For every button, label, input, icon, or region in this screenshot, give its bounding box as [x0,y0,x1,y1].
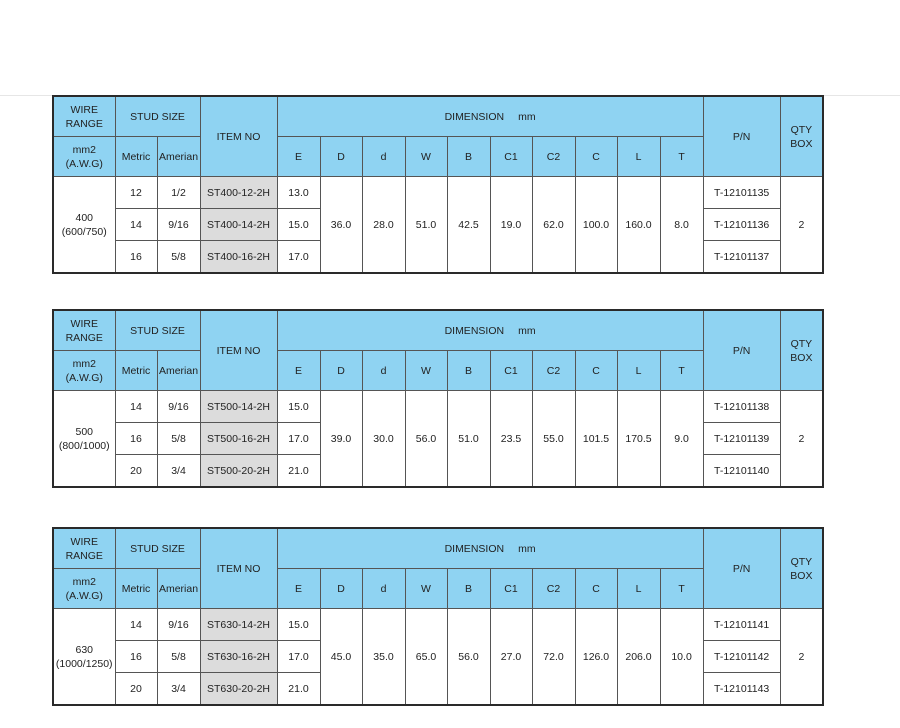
american-cell: 5/8 [157,641,200,673]
dimension-header [277,310,703,351]
dim-E-cell: 15.0 [277,209,320,241]
dim-header-B: B [447,569,490,609]
wire-unit-header: mm2 (A.W.G) [53,351,115,391]
dim-W-cell: 56.0 [405,391,447,488]
item-no-cell: ST400-14-2H [200,209,277,241]
dim-E-cell: 15.0 [277,609,320,641]
stud-size-header: STUD SIZE [115,96,200,137]
dim-header-E: E [277,137,320,177]
stud-size-header: STUD SIZE [115,528,200,569]
dim-C2-cell: 55.0 [532,391,575,488]
awg-value: (1000/1250) [55,657,113,670]
pn-cell: T-12101137 [703,241,780,274]
wire-range-cell [53,391,115,488]
metric-cell: 16 [115,641,157,673]
dim-header-D: D [320,137,362,177]
american-cell: 1/2 [157,177,200,209]
dim-header-C2: C2 [532,569,575,609]
american-header: Amerian [157,351,200,391]
dim-T-cell: 10.0 [660,609,703,706]
metric-cell: 20 [115,673,157,706]
metric-cell: 16 [115,423,157,455]
metric-cell: 14 [115,209,157,241]
dimension-label: DIMENSION [444,542,505,555]
dim-C1-cell: 19.0 [490,177,532,274]
dim-header-B: B [447,137,490,177]
dim-E-cell: 21.0 [277,455,320,488]
qty-box-cell: 2 [780,609,823,706]
dim-header-B: B [447,351,490,391]
pn-cell: T-12101143 [703,673,780,706]
wire-range-header: WIRE RANGE [53,310,115,351]
pn-cell: T-12101135 [703,177,780,209]
dim-header-d: d [362,137,405,177]
stud-size-header: STUD SIZE [115,310,200,351]
metric-cell: 14 [115,609,157,641]
metric-cell: 16 [115,241,157,274]
metric-header: Metric [115,137,157,177]
american-cell: 3/4 [157,455,200,488]
dim-L-cell: 206.0 [617,609,660,706]
qty-box-header: QTY BOX [780,310,823,391]
american-cell: 5/8 [157,241,200,274]
dim-header-d: d [362,569,405,609]
qty-box-header: QTY BOX [780,528,823,609]
dim-d-cell: 30.0 [362,391,405,488]
table-row [53,177,823,209]
dim-D-cell: 36.0 [320,177,362,274]
metric-header: Metric [115,351,157,391]
metric-cell: 14 [115,391,157,423]
dim-header-T: T [660,351,703,391]
item-no-cell: ST400-12-2H [200,177,277,209]
dim-header-C: C [575,569,617,609]
dim-header-W: W [405,137,447,177]
dim-header-L: L [617,351,660,391]
dim-C1-cell: 27.0 [490,609,532,706]
dim-C1-cell: 23.5 [490,391,532,488]
dimension-header [277,528,703,569]
dim-D-cell: 39.0 [320,391,362,488]
item-no-cell: ST500-20-2H [200,455,277,488]
dim-L-cell: 160.0 [617,177,660,274]
dimension-label: DIMENSION [444,324,505,337]
dim-header-L: L [617,569,660,609]
wire-unit-header: mm2 (A.W.G) [53,569,115,609]
dim-header-D: D [320,569,362,609]
dim-header-C2: C2 [532,137,575,177]
dim-E-cell: 17.0 [277,423,320,455]
pn-cell: T-12101140 [703,455,780,488]
dim-header-C: C [575,137,617,177]
dim-W-cell: 51.0 [405,177,447,274]
dim-T-cell: 9.0 [660,391,703,488]
dim-header-W: W [405,569,447,609]
american-cell: 3/4 [157,673,200,706]
dim-header-E: E [277,351,320,391]
dim-C2-cell: 72.0 [532,609,575,706]
dim-L-cell: 170.5 [617,391,660,488]
american-cell: 5/8 [157,423,200,455]
metric-cell: 20 [115,455,157,488]
dimension-unit: mm [518,110,536,123]
qty-box-header: QTY BOX [780,96,823,177]
item-no-cell: ST630-20-2H [200,673,277,706]
dimension-label: DIMENSION [444,110,505,123]
dim-C-cell: 126.0 [575,609,617,706]
pn-cell: T-12101136 [703,209,780,241]
pn-cell: T-12101138 [703,391,780,423]
spec-table-500 [52,309,824,488]
spec-table-400 [52,95,824,274]
pn-cell: T-12101142 [703,641,780,673]
dim-B-cell: 42.5 [447,177,490,274]
item-no-cell: ST630-14-2H [200,609,277,641]
american-cell: 9/16 [157,209,200,241]
american-header: Amerian [157,137,200,177]
dimension-unit: mm [518,324,536,337]
wire-range-value: 500 [75,425,94,438]
dim-D-cell: 45.0 [320,609,362,706]
dim-E-cell: 17.0 [277,641,320,673]
qty-box-cell: 2 [780,177,823,274]
dim-header-d: d [362,351,405,391]
item-no-header: ITEM NO [200,96,277,177]
dim-header-D: D [320,351,362,391]
qty-box-cell: 2 [780,391,823,488]
table-row [53,609,823,641]
item-no-header: ITEM NO [200,310,277,391]
dim-B-cell: 51.0 [447,391,490,488]
wire-range-cell [53,609,115,706]
dim-header-C: C [575,351,617,391]
dim-d-cell: 28.0 [362,177,405,274]
american-cell: 9/16 [157,609,200,641]
dim-T-cell: 8.0 [660,177,703,274]
dim-C2-cell: 62.0 [532,177,575,274]
dim-E-cell: 15.0 [277,391,320,423]
spec-table-630 [52,527,824,706]
awg-value: (600/750) [61,225,107,238]
metric-header: Metric [115,569,157,609]
item-no-cell: ST630-16-2H [200,641,277,673]
dim-header-C1: C1 [490,351,532,391]
dim-header-T: T [660,137,703,177]
item-no-cell: ST500-16-2H [200,423,277,455]
dim-header-T: T [660,569,703,609]
dim-B-cell: 56.0 [447,609,490,706]
dim-E-cell: 13.0 [277,177,320,209]
dim-C-cell: 100.0 [575,177,617,274]
dim-header-C1: C1 [490,569,532,609]
pn-cell: T-12101141 [703,609,780,641]
awg-value: (800/1000) [58,439,110,452]
dim-header-W: W [405,351,447,391]
dim-E-cell: 17.0 [277,241,320,274]
table-row [53,391,823,423]
wire-range-cell [53,177,115,274]
pn-header: P/N [703,96,780,177]
item-no-cell: ST400-16-2H [200,241,277,274]
wire-range-value: 630 [75,643,94,656]
pn-header: P/N [703,528,780,609]
metric-cell: 12 [115,177,157,209]
item-no-header: ITEM NO [200,528,277,609]
dim-d-cell: 35.0 [362,609,405,706]
pn-cell: T-12101139 [703,423,780,455]
dimension-unit: mm [518,542,536,555]
dim-E-cell: 21.0 [277,673,320,706]
dim-C-cell: 101.5 [575,391,617,488]
pn-header: P/N [703,310,780,391]
dim-header-C2: C2 [532,351,575,391]
item-no-cell: ST500-14-2H [200,391,277,423]
american-header: Amerian [157,569,200,609]
wire-unit-header: mm2 (A.W.G) [53,137,115,177]
dim-header-L: L [617,137,660,177]
wire-range-value: 400 [75,211,94,224]
wire-range-header: WIRE RANGE [53,528,115,569]
dim-header-C1: C1 [490,137,532,177]
dim-header-E: E [277,569,320,609]
american-cell: 9/16 [157,391,200,423]
dim-W-cell: 65.0 [405,609,447,706]
dimension-header [277,96,703,137]
wire-range-header: WIRE RANGE [53,96,115,137]
